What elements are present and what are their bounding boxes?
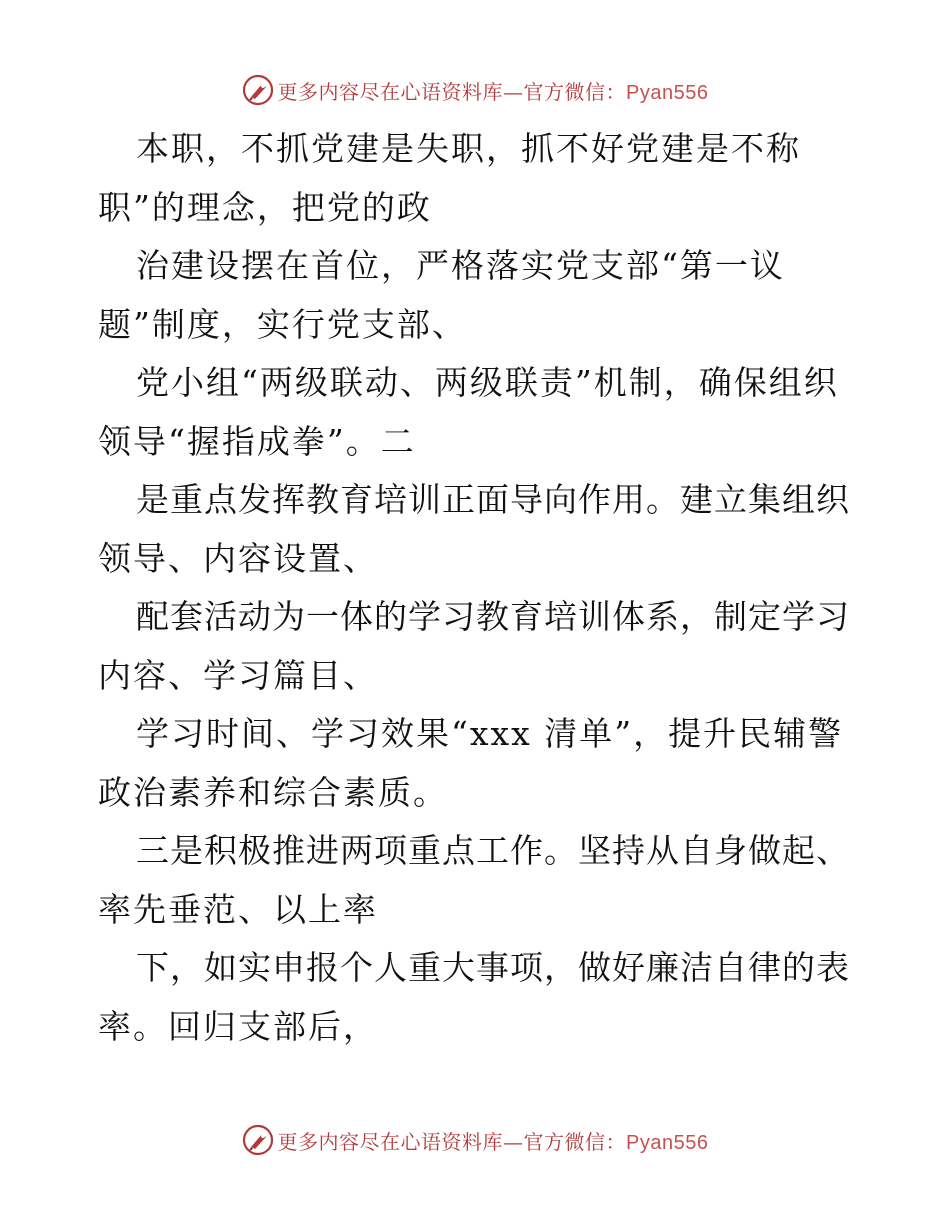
text-line: 配套活动为一体的学习教育培训体系，制定学习 (136, 597, 850, 636)
quill-pen-logo-icon (242, 74, 274, 106)
text-line: 领导“握指成拳”。二 (98, 421, 416, 461)
text-line: 内容、学习篇目、 (98, 655, 378, 695)
text-line: 治建设摆在首位，严格落实党支部“第一议 (136, 246, 785, 285)
text-line: 三是积极推进两项重点工作。坚持从自身做起、 (136, 831, 850, 870)
quill-pen-logo-icon (242, 1124, 274, 1156)
text-line: 率先垂范、以上率 (98, 889, 378, 929)
text-line: 率。回归支部后， (98, 1006, 378, 1046)
text-line: 领导、内容设置、 (98, 538, 378, 578)
text-line: 下，如实申报个人重大事项，做好廉洁自律的表 (136, 948, 850, 987)
header-contact-id: Pyan556 (626, 81, 709, 104)
text-line: 职”的理念，把党的政 (98, 187, 432, 227)
header-contact-text: 官方微信： (523, 79, 627, 104)
header-site-text: 更多内容尽在心语资料库— (277, 79, 524, 104)
text-line: 学习时间、学习效果“xxx 清单”，提升民辅警 (136, 714, 844, 753)
text-line: 政治素养和综合素质。 (98, 772, 448, 812)
text-line: 党小组“两级联动、两级联责”机制，确保组织 (136, 363, 839, 402)
document-body (98, 120, 858, 1056)
text-line: 本职，不抓党建是失职，抓不好党建是不称 (136, 129, 801, 168)
header-watermark (0, 70, 950, 110)
footer-site-text: 更多内容尽在心语资料库— (277, 1129, 524, 1154)
text-line: 是重点发挥教育培训正面导向作用。建立集组织 (136, 480, 850, 519)
text-line: 题”制度，实行党支部、 (98, 304, 467, 344)
footer-contact-id: Pyan556 (626, 1131, 709, 1154)
footer-watermark (0, 1120, 950, 1160)
footer-contact-text: 官方微信： (523, 1129, 627, 1154)
